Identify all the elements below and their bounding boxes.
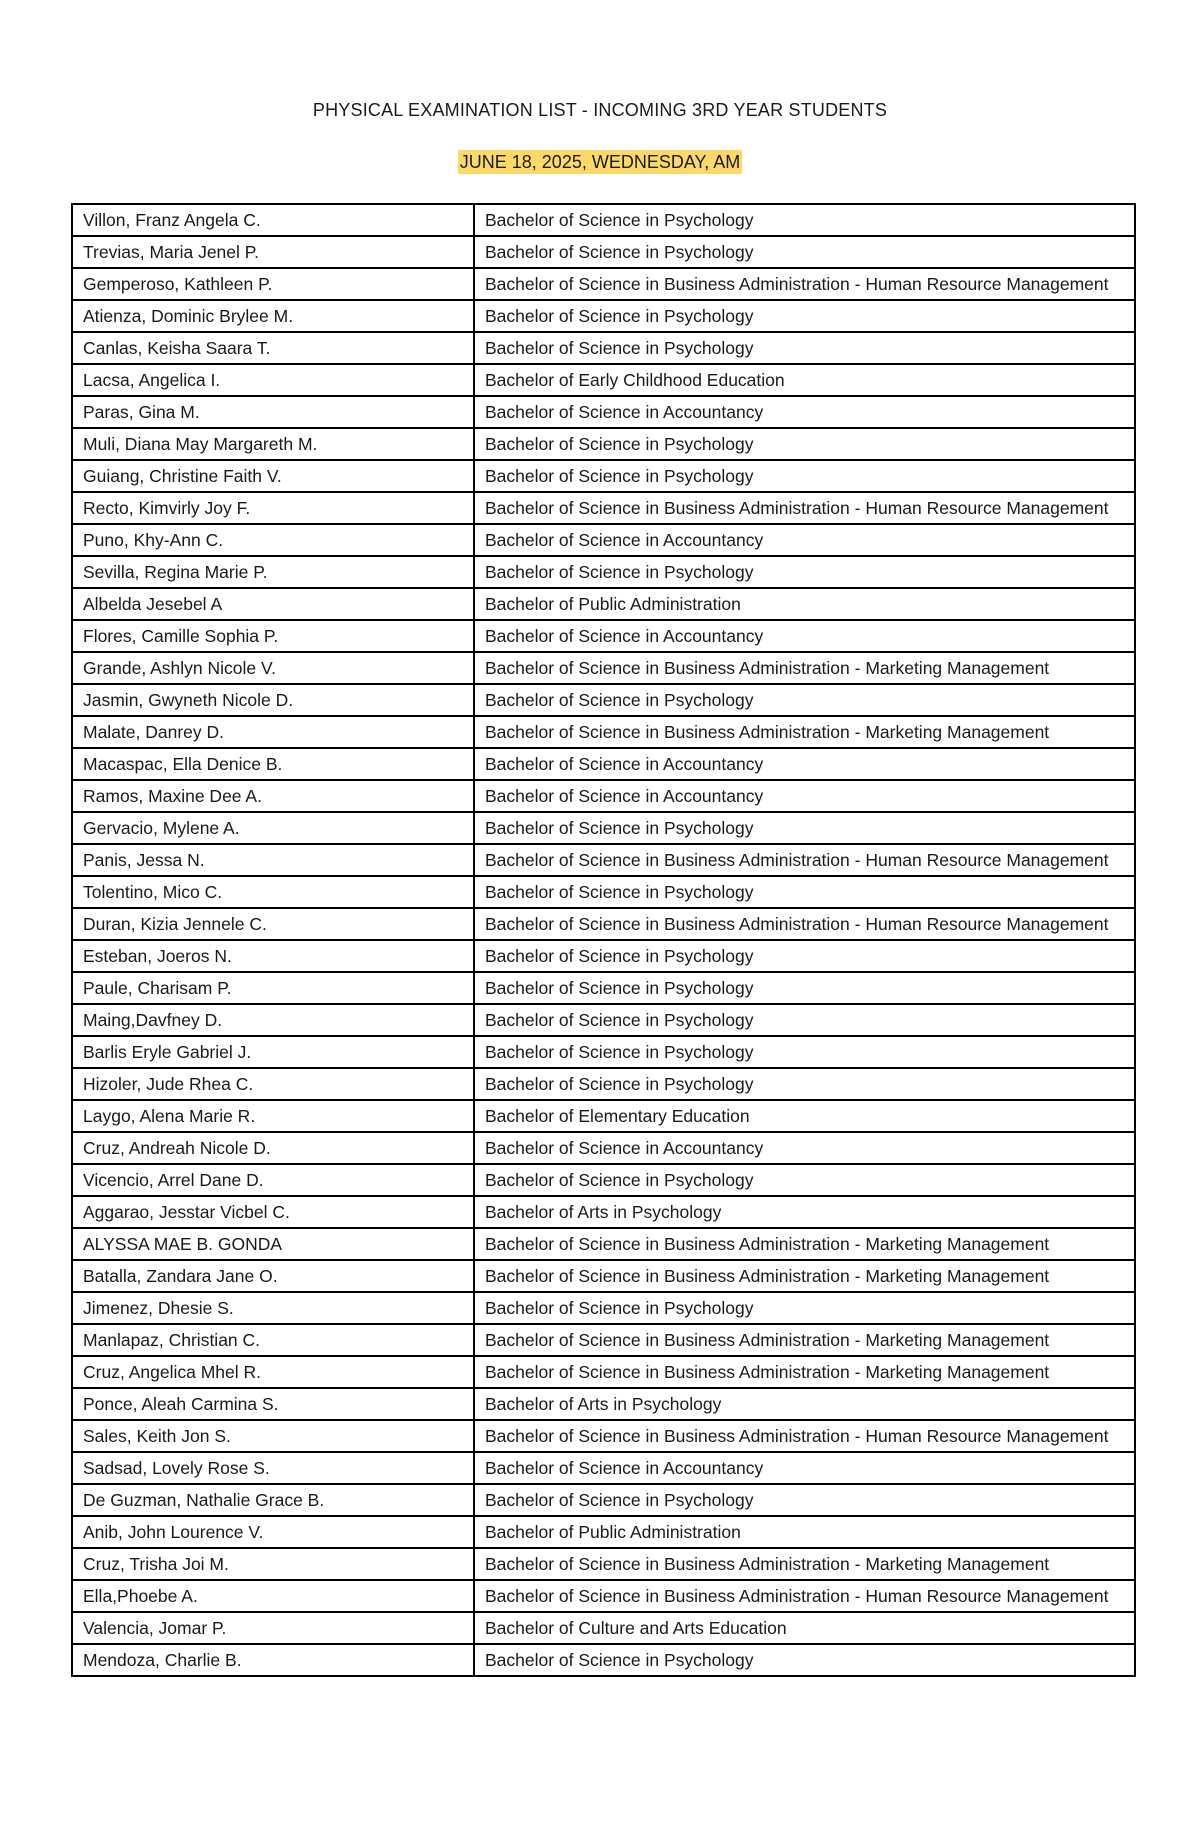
table-row [72,332,1135,364]
table-row [72,1228,1135,1260]
table-row [72,1164,1135,1196]
program-cell: Bachelor of Science in Psychology [474,1068,1135,1100]
program-cell: Bachelor of Arts in Psychology [474,1196,1135,1228]
student-name-cell: Ramos, Maxine Dee A. [72,780,474,812]
table-row [72,236,1135,268]
program-cell: Bachelor of Science in Business Administration - Human Resource Management [474,1580,1135,1612]
table-row [72,396,1135,428]
student-name-cell: Macaspac, Ella Denice B. [72,748,474,780]
student-name-cell: Mendoza, Charlie B. [72,1644,474,1676]
program-cell: Bachelor of Science in Business Administration - Human Resource Management [474,492,1135,524]
program-cell: Bachelor of Science in Business Administration - Marketing Management [474,652,1135,684]
program-cell: Bachelor of Science in Business Administration - Marketing Management [474,1228,1135,1260]
student-name-cell: Flores, Camille Sophia P. [72,620,474,652]
roster-body [72,204,1135,1676]
student-name-cell: Aggarao, Jesstar Vicbel C. [72,1196,474,1228]
student-roster-table [71,203,1136,1677]
table-row [72,748,1135,780]
table-row [72,204,1135,236]
student-name-cell: Gemperoso, Kathleen P. [72,268,474,300]
student-name-cell: Gervacio, Mylene A. [72,812,474,844]
student-name-cell: Panis, Jessa N. [72,844,474,876]
program-cell: Bachelor of Science in Psychology [474,940,1135,972]
student-name-cell: Malate, Danrey D. [72,716,474,748]
table-row [72,1612,1135,1644]
program-cell: Bachelor of Science in Accountancy [474,780,1135,812]
table-row [72,812,1135,844]
table-row [72,460,1135,492]
table-row [72,588,1135,620]
program-cell: Bachelor of Science in Business Administration - Human Resource Management [474,844,1135,876]
program-cell: Bachelor of Science in Psychology [474,300,1135,332]
program-cell: Bachelor of Science in Psychology [474,236,1135,268]
table-row [72,716,1135,748]
student-name-cell: Jasmin, Gwyneth Nicole D. [72,684,474,716]
page-title: PHYSICAL EXAMINATION LIST - INCOMING 3RD YEAR STUDENTS [312,100,888,120]
program-cell: Bachelor of Science in Accountancy [474,620,1135,652]
table-row [72,908,1135,940]
program-cell: Bachelor of Public Administration [474,588,1135,620]
program-cell: Bachelor of Science in Business Administration - Marketing Management [474,1548,1135,1580]
student-name-cell: Esteban, Joeros N. [72,940,474,972]
student-name-cell: Recto, Kimvirly Joy F. [72,492,474,524]
program-cell: Bachelor of Culture and Arts Education [474,1612,1135,1644]
table-row [72,684,1135,716]
student-name-cell: Jimenez, Dhesie S. [72,1292,474,1324]
schedule-date: JUNE 18, 2025, WEDNESDAY, AM [459,152,741,172]
table-row [72,844,1135,876]
program-cell: Bachelor of Science in Business Administration - Marketing Management [474,716,1135,748]
table-row [72,1324,1135,1356]
program-cell: Bachelor of Elementary Education [474,1100,1135,1132]
student-name-cell: Tolentino, Mico C. [72,876,474,908]
student-name-cell: Duran, Kizia Jennele C. [72,908,474,940]
table-row [72,524,1135,556]
student-name-cell: Paule, Charisam P. [72,972,474,1004]
program-cell: Bachelor of Science in Accountancy [474,748,1135,780]
program-cell: Bachelor of Science in Psychology [474,1484,1135,1516]
student-name-cell: Lacsa, Angelica I. [72,364,474,396]
table-row [72,1388,1135,1420]
student-name-cell: Anib, John Lourence V. [72,1516,474,1548]
program-cell: Bachelor of Science in Psychology [474,1292,1135,1324]
student-name-cell: Trevias, Maria Jenel P. [72,236,474,268]
program-cell: Bachelor of Science in Psychology [474,1164,1135,1196]
student-name-cell: Cruz, Trisha Joi M. [72,1548,474,1580]
table-row [72,492,1135,524]
program-cell: Bachelor of Science in Accountancy [474,396,1135,428]
student-name-cell: Laygo, Alena Marie R. [72,1100,474,1132]
student-name-cell: Canlas, Keisha Saara T. [72,332,474,364]
program-cell: Bachelor of Science in Psychology [474,1644,1135,1676]
table-row [72,1292,1135,1324]
program-cell: Bachelor of Science in Psychology [474,460,1135,492]
student-name-cell: ALYSSA MAE B. GONDA [72,1228,474,1260]
table-row [72,652,1135,684]
program-cell: Bachelor of Science in Psychology [474,556,1135,588]
program-cell: Bachelor of Arts in Psychology [474,1388,1135,1420]
table-row [72,876,1135,908]
student-name-cell: Vicencio, Arrel Dane D. [72,1164,474,1196]
program-cell: Bachelor of Early Childhood Education [474,364,1135,396]
student-name-cell: Ella,Phoebe A. [72,1580,474,1612]
table-row [72,556,1135,588]
student-name-cell: Puno, Khy-Ann C. [72,524,474,556]
table-row [72,620,1135,652]
program-cell: Bachelor of Science in Psychology [474,972,1135,1004]
program-cell: Bachelor of Science in Business Administration - Human Resource Management [474,908,1135,940]
program-cell: Bachelor of Science in Psychology [474,876,1135,908]
table-row [72,1004,1135,1036]
program-cell: Bachelor of Science in Psychology [474,812,1135,844]
program-cell: Bachelor of Science in Accountancy [474,1132,1135,1164]
student-name-cell: Ponce, Aleah Carmina S. [72,1388,474,1420]
table-row [72,300,1135,332]
program-cell: Bachelor of Science in Psychology [474,332,1135,364]
student-name-cell: Cruz, Andreah Nicole D. [72,1132,474,1164]
table-row [72,1260,1135,1292]
program-cell: Bachelor of Science in Accountancy [474,524,1135,556]
table-row [72,1420,1135,1452]
student-name-cell: De Guzman, Nathalie Grace B. [72,1484,474,1516]
student-name-cell: Maing,Davfney D. [72,1004,474,1036]
program-cell: Bachelor of Science in Accountancy [474,1452,1135,1484]
program-cell: Bachelor of Science in Psychology [474,684,1135,716]
student-name-cell: Batalla, Zandara Jane O. [72,1260,474,1292]
table-row [72,364,1135,396]
program-cell: Bachelor of Science in Business Administration - Marketing Management [474,1324,1135,1356]
program-cell: Bachelor of Science in Psychology [474,204,1135,236]
table-row [72,1196,1135,1228]
table-row [72,1452,1135,1484]
table-row [72,1516,1135,1548]
table-row [72,1356,1135,1388]
table-row [72,940,1135,972]
student-name-cell: Guiang, Christine Faith V. [72,460,474,492]
student-name-cell: Cruz, Angelica Mhel R. [72,1356,474,1388]
table-row [72,780,1135,812]
student-name-cell: Atienza, Dominic Brylee M. [72,300,474,332]
student-name-cell: Muli, Diana May Margareth M. [72,428,474,460]
table-row [72,972,1135,1004]
student-name-cell: Grande, Ashlyn Nicole V. [72,652,474,684]
table-row [72,1132,1135,1164]
program-cell: Bachelor of Public Administration [474,1516,1135,1548]
program-cell: Bachelor of Science in Business Administration - Human Resource Management [474,268,1135,300]
program-cell: Bachelor of Science in Business Administration - Marketing Management [474,1356,1135,1388]
student-name-cell: Sadsad, Lovely Rose S. [72,1452,474,1484]
student-name-cell: Sales, Keith Jon S. [72,1420,474,1452]
program-cell: Bachelor of Science in Psychology [474,1036,1135,1068]
student-name-cell: Manlapaz, Christian C. [72,1324,474,1356]
student-name-cell: Paras, Gina M. [72,396,474,428]
table-row [72,268,1135,300]
program-cell: Bachelor of Science in Business Administration - Marketing Management [474,1260,1135,1292]
table-row [72,1484,1135,1516]
student-name-cell: Hizoler, Jude Rhea C. [72,1068,474,1100]
table-row [72,1036,1135,1068]
table-row [72,428,1135,460]
date-line-container [0,150,1200,174]
table-row [72,1548,1135,1580]
student-name-cell: Villon, Franz Angela C. [72,204,474,236]
student-name-cell: Sevilla, Regina Marie P. [72,556,474,588]
student-name-cell: Albelda Jesebel A [72,588,474,620]
program-cell: Bachelor of Science in Psychology [474,428,1135,460]
table-row [72,1580,1135,1612]
student-name-cell: Valencia, Jomar P. [72,1612,474,1644]
program-cell: Bachelor of Science in Business Administration - Human Resource Management [474,1420,1135,1452]
table-row [72,1644,1135,1676]
student-name-cell: Barlis Eryle Gabriel J. [72,1036,474,1068]
table-row [72,1068,1135,1100]
program-cell: Bachelor of Science in Psychology [474,1004,1135,1036]
table-row [72,1100,1135,1132]
